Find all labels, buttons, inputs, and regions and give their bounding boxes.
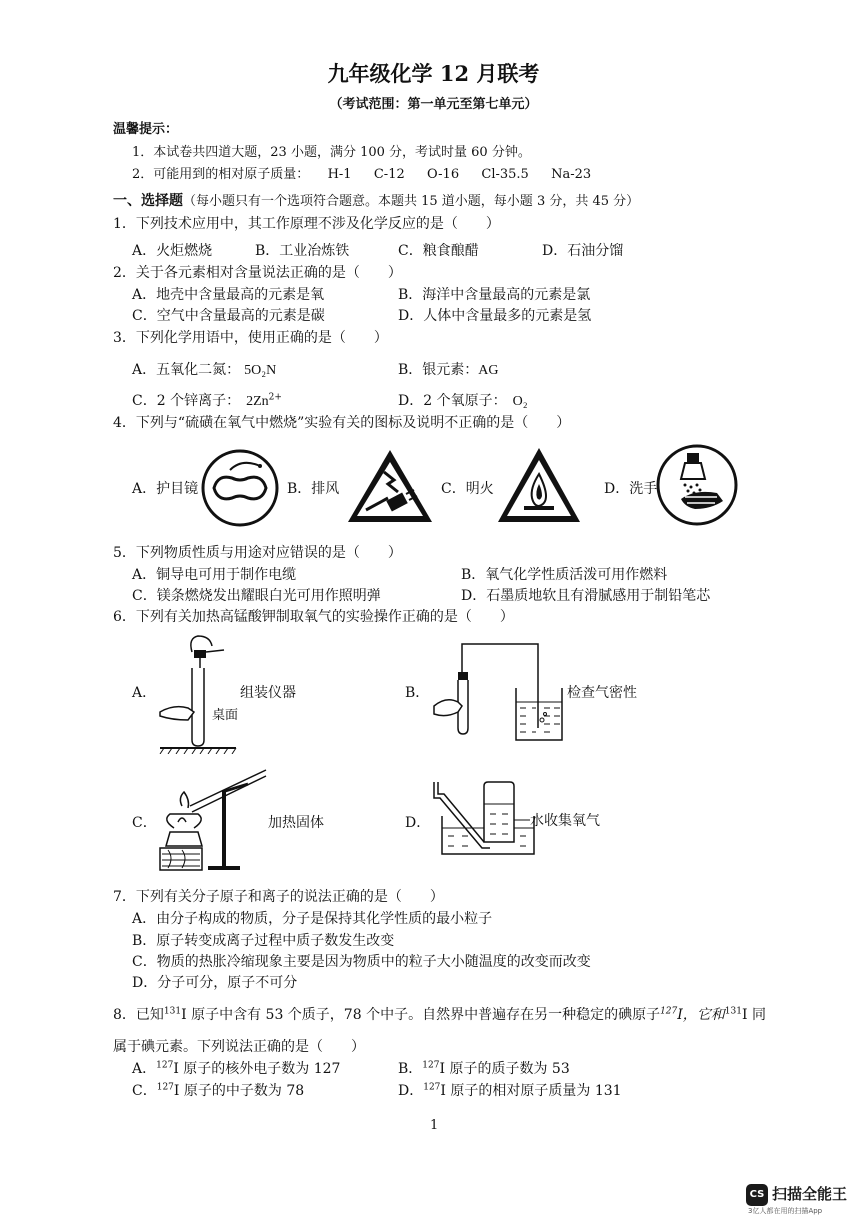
q6-option-d-label: D． bbox=[405, 815, 431, 831]
tips-line-2 bbox=[132, 163, 591, 182]
q4-option-a: A．护目镜 bbox=[132, 481, 199, 497]
q4-option-b: B．排风 bbox=[287, 481, 340, 497]
q8-option-b-label: B． bbox=[398, 1061, 423, 1077]
q3-option-d-formula: O₂ bbox=[512, 394, 528, 409]
q6-option-c-label: C． bbox=[132, 815, 157, 831]
q8-stem-part-4: I 同 bbox=[741, 1007, 766, 1023]
exam-scope: （考试范围：第一单元至第七单元） bbox=[329, 97, 538, 112]
q4-option-c: C．明火 bbox=[441, 481, 494, 497]
q6-d-caption-text: 收集氧气 bbox=[544, 813, 600, 829]
q1-option-c: C．粮食酿醋 bbox=[398, 243, 479, 259]
scanner-app-watermark bbox=[746, 1180, 858, 1214]
q1-option-a: A．火炬燃烧 bbox=[132, 243, 213, 259]
section-1-heading bbox=[113, 190, 639, 210]
q5-option-c: C．镁条燃烧发出耀眼白光可用作照明弹 bbox=[132, 588, 381, 604]
exam-title: 九年级化学 12 月联考 bbox=[327, 61, 540, 86]
q8-option-c-text: I 原子的中子数为 78 bbox=[173, 1083, 305, 1099]
q8-option-c bbox=[132, 1080, 304, 1100]
q6-option-a-caption: 组装仪器 bbox=[240, 685, 296, 701]
q3-option-d bbox=[398, 390, 528, 410]
q3-option-c-label: C．2 个锌离子： bbox=[132, 393, 241, 409]
q2-option-d: D．人体中含量最多的元素是氢 bbox=[398, 308, 592, 324]
q8-stem-part-3: I，它和 bbox=[677, 1007, 725, 1023]
collect-oxygen-figure bbox=[430, 776, 538, 858]
exhaust-hazard-icon bbox=[344, 446, 436, 526]
heating-solid-figure bbox=[152, 762, 274, 872]
q8-option-b-mass: 127 bbox=[422, 1060, 440, 1071]
wash-hands-icon bbox=[655, 443, 739, 527]
q5-option-d: D．石墨质地软且有滑腻感用于制铅笔芯 bbox=[461, 588, 711, 604]
q8-option-b-text: I 原子的质子数为 53 bbox=[439, 1061, 570, 1077]
scanner-app-name: 扫描全能王 bbox=[772, 1185, 848, 1203]
q8-option-d bbox=[398, 1080, 622, 1100]
q8-isotope-127: 127 bbox=[660, 1006, 678, 1017]
q3-option-c-charge: 2+ bbox=[268, 392, 282, 403]
q2-stem: 2．关于各元素相对含量说法正确的是（ ） bbox=[113, 265, 402, 281]
q8-option-a-mass: 127 bbox=[156, 1060, 174, 1071]
tips-line-2-prefix: 2．可能用到的相对原子质量： bbox=[132, 167, 310, 182]
q3-option-a-label: A．五氧化二氮： bbox=[132, 362, 241, 378]
q8-isotope-131-second: 131 bbox=[724, 1006, 742, 1017]
q8-option-a bbox=[132, 1058, 340, 1078]
q3-stem: 3．下列化学用语中，使用正确的是（ ） bbox=[113, 330, 388, 346]
q3-option-c-formula: 2Zn bbox=[246, 394, 269, 409]
q3-option-b-label: B．银元素： bbox=[398, 362, 479, 378]
tips-line-1: 1．本试卷共四道大题，23 小题，满分 100 分，考试时量 60 分钟。 bbox=[132, 145, 531, 160]
q3-option-c bbox=[132, 390, 282, 410]
mass-h: H-1 bbox=[327, 167, 352, 182]
q3-option-d-label: D．2 个氧原子： bbox=[398, 393, 507, 409]
q6-option-b-caption: 检查气密性 bbox=[567, 685, 637, 701]
q5-option-a: A．铜导电可用于制作电缆 bbox=[132, 567, 297, 583]
q6-stem: 6．下列有关加热高锰酸钾制取氧气的实验操作正确的是（ ） bbox=[113, 609, 514, 625]
q8-option-c-mass: 127 bbox=[156, 1082, 174, 1093]
q8-isotope-131: 131 bbox=[163, 1006, 182, 1017]
q7-option-b: B．原子转变成离子过程中质子数发生改变 bbox=[132, 933, 395, 949]
q8-option-d-mass: 127 bbox=[423, 1082, 441, 1093]
q6-option-c-caption: 加热固体 bbox=[268, 815, 324, 831]
q8-option-d-label: D． bbox=[398, 1083, 424, 1099]
assemble-apparatus-figure bbox=[158, 628, 238, 754]
q7-option-d: D．分子可分，原子不可分 bbox=[132, 975, 298, 991]
q2-option-c: C．空气中含量最高的元素是碳 bbox=[132, 308, 325, 324]
open-flame-icon bbox=[494, 444, 584, 526]
section-1-note: （每小题只有一个选项符合题意。本题共 15 道小题，每小题 3 分，共 45 分） bbox=[183, 194, 640, 209]
mass-o: O-16 bbox=[427, 167, 460, 182]
page-number: 1 bbox=[430, 1118, 439, 1133]
q3-option-b bbox=[398, 359, 499, 379]
q6-a-desk-label: 桌面 bbox=[212, 708, 239, 723]
q8-stem-line-1 bbox=[113, 1004, 766, 1024]
mass-c: C-12 bbox=[373, 167, 405, 182]
q7-stem: 7．下列有关分子原子和离子的说法正确的是（ ） bbox=[113, 889, 444, 905]
q8-option-b bbox=[398, 1058, 570, 1078]
scanner-app-logo: CS bbox=[746, 1184, 768, 1206]
q7-option-a: A．由分子构成的物质，分子是保持其化学性质的最小粒子 bbox=[132, 911, 493, 927]
q6-option-d-caption bbox=[530, 810, 600, 830]
q8-option-c-label: C． bbox=[132, 1083, 157, 1099]
q6-option-a-label: A． bbox=[132, 685, 157, 701]
q2-option-a: A．地壳中含量最高的元素是氧 bbox=[132, 287, 325, 303]
tips-heading: 温馨提示： bbox=[113, 122, 179, 137]
airtightness-check-figure bbox=[432, 636, 572, 748]
q3-option-b-formula: AG bbox=[478, 363, 499, 378]
section-1-title: 一、选择题 bbox=[113, 193, 183, 209]
q8-option-d-text: I 原子的相对原子质量为 131 bbox=[440, 1083, 622, 1099]
q1-option-d: D．石油分馏 bbox=[542, 243, 624, 259]
q8-stem-part-2: I 原子中含有 53 个质子，78 个中子。自然界中普遍存在另一种稳定的碘原子 bbox=[181, 1007, 661, 1023]
q8-option-a-text: I 原子的核外电子数为 127 bbox=[173, 1061, 341, 1077]
q8-option-a-label: A． bbox=[132, 1061, 157, 1077]
q4-stem: 4．下列与“硫磺在氧气中燃烧”实验有关的图标及说明不正确的是（ ） bbox=[113, 415, 571, 431]
mass-cl: Cl-35.5 bbox=[481, 167, 529, 182]
q3-option-a-formula: 5O₂N bbox=[244, 363, 277, 378]
scanner-app-tagline: 3亿人都在用的扫描App bbox=[748, 1207, 823, 1215]
q6-d-water-label: 水 bbox=[530, 813, 544, 829]
q3-option-a bbox=[132, 359, 276, 379]
q5-option-b: B．氧气化学性质活泼可用作燃料 bbox=[461, 567, 668, 583]
q2-option-b: B．海洋中含量最高的元素是氯 bbox=[398, 287, 591, 303]
q8-stem-part-1: 8．已知 bbox=[113, 1007, 164, 1023]
q1-stem: 1．下列技术应用中，其工作原理不涉及化学反应的是（ ） bbox=[113, 216, 500, 232]
q8-stem-line-2: 属于碘元素。下列说法正确的是（ ） bbox=[113, 1039, 365, 1055]
mass-na: Na-23 bbox=[551, 167, 592, 182]
q4-option-d: D．洗手 bbox=[604, 481, 658, 497]
q6-option-b-label: B． bbox=[405, 685, 430, 701]
q1-option-b: B．工业冶炼铁 bbox=[255, 243, 350, 259]
goggles-icon bbox=[200, 448, 280, 528]
q5-stem: 5．下列物质性质与用途对应错误的是（ ） bbox=[113, 545, 402, 561]
q7-option-c: C．物质的热胀冷缩现象主要是因为物质中的粒子大小随温度的改变而改变 bbox=[132, 954, 591, 970]
